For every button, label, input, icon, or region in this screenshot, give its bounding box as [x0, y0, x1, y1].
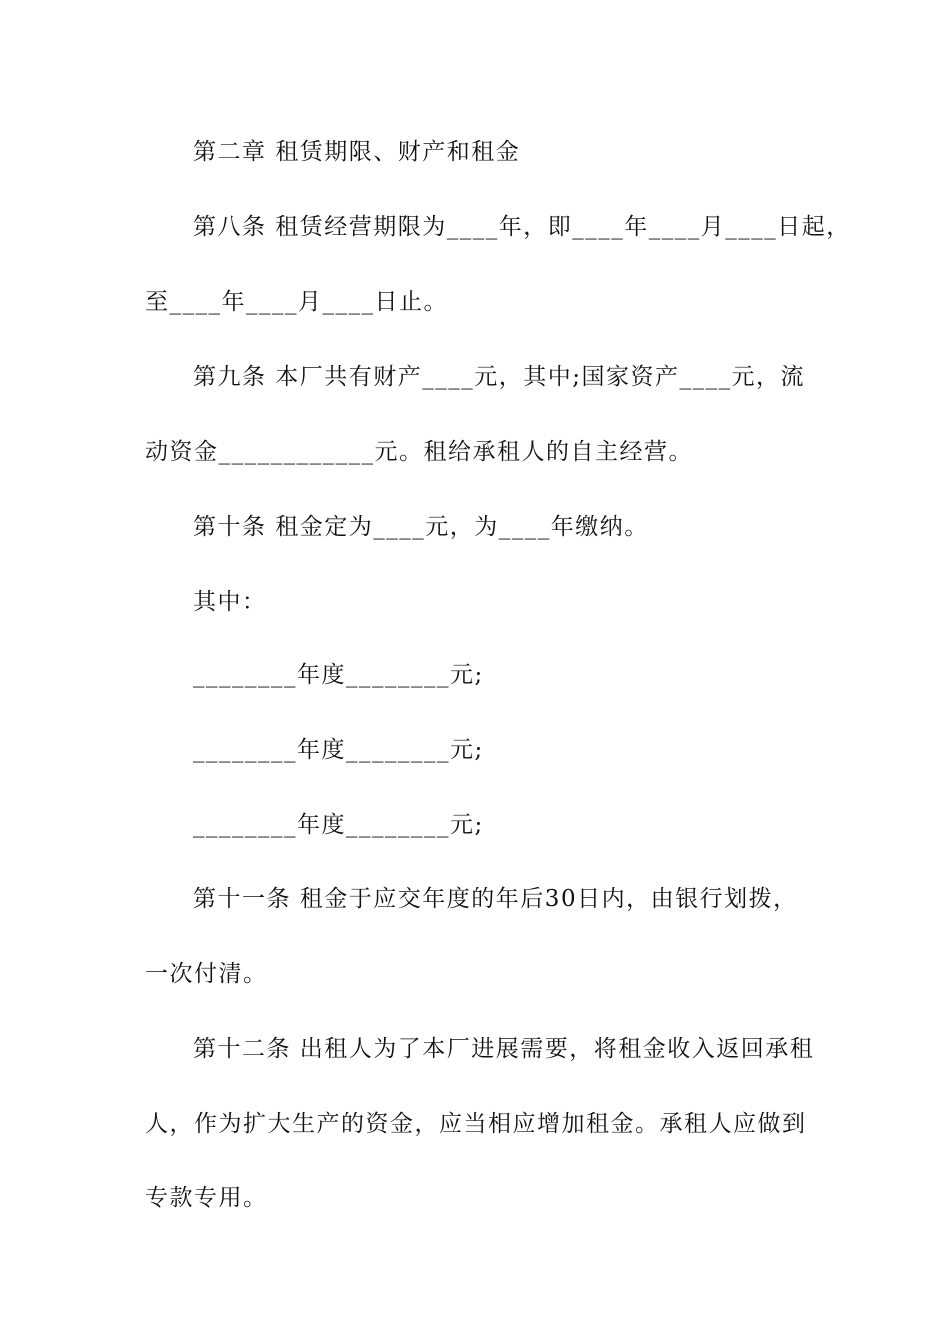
article-12-line-1: 第十二条 出租人为了本厂进展需要，将租金收入返回承租 — [193, 1036, 815, 1062]
year-line-3: ________年度________元; — [193, 812, 484, 838]
article-12-line-3: 专款专用。 — [145, 1185, 268, 1211]
year-line-1: ________年度________元; — [193, 662, 484, 688]
year-line-2: ________年度________元; — [193, 737, 484, 763]
among-label: 其中： — [193, 589, 267, 615]
article-8-line-1: 第八条 租赁经营期限为____年，即____年____月____日起， — [193, 214, 851, 240]
article-9-line-2: 动资金____________元。租给承租人的自主经营。 — [145, 439, 693, 465]
article-11-line-1: 第十一条 租金于应交年度的年后30日内，由银行划拨， — [193, 886, 798, 912]
article-9-line-1: 第九条 本厂共有财产____元，其中;国家资产____元，流 — [193, 364, 806, 390]
article-12-line-2: 人，作为扩大生产的资金，应当相应增加租金。承租人应做到 — [145, 1111, 807, 1137]
article-10: 第十条 租金定为____元，为____年缴纳。 — [193, 514, 649, 540]
article-11-line-2: 一次付清。 — [145, 961, 268, 987]
chapter-heading: 第二章 租赁期限、财产和租金 — [193, 139, 521, 165]
article-8-line-2: 至____年____月____日止。 — [145, 289, 448, 315]
